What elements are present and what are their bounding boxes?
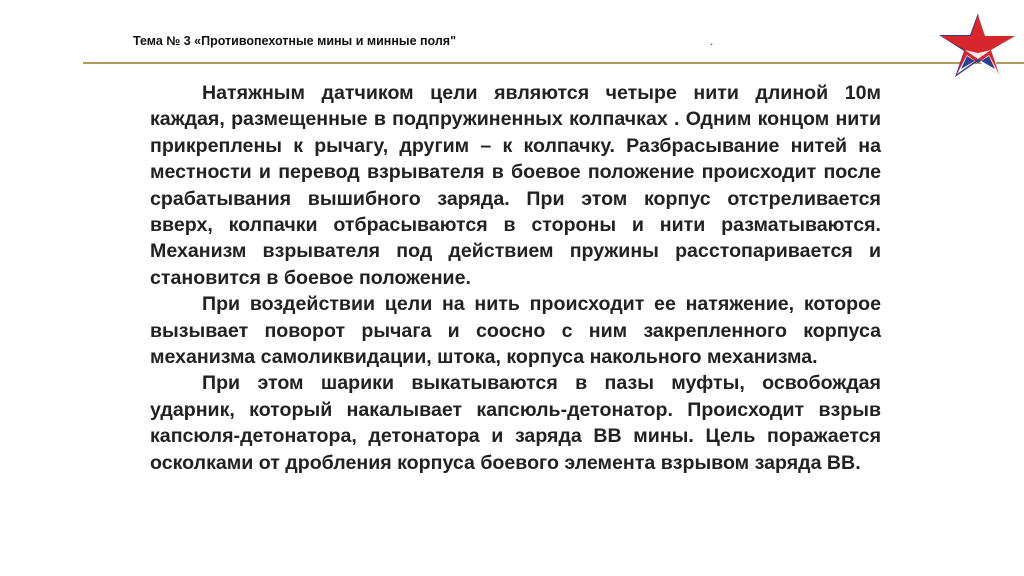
slide-body bbox=[150, 80, 881, 476]
header-dot: . bbox=[710, 34, 714, 48]
header-divider bbox=[83, 62, 1024, 64]
paragraph-2: При воздействии цели на нить происходит ее натяжение, которое вызывает поворот рычага и соосно с ним закрепленного корпуса механизма самоликвидации, штока, корпуса накольного механизма. bbox=[150, 293, 881, 369]
paragraph-1: Натяжным датчиком цели являются четыре нити длиной 10м каждая, размещенные в подпружиненных колпачках . Одним концом нити прикреплены к рычагу, другим – к колпачку. Разбрасывание нитей на местности и перевод взрывателя в боевое положение происходит после срабатывания вышибного заряда. При этом корпус отстреливается вверх, колпачки отбрасываются в стороны и нити разматываются. Механизм взрывателя под действием пружины расстопаривается и становится в боевое положение. bbox=[150, 82, 881, 289]
paragraph-3: При этом шарики выкатываются в пазы муфты, освобождая ударник, который накалывает капсюль-детонатор. Происходит взрыв капсюля-детонатора, детонатора и заряда ВВ мины. Цель поражается осколками от дробления корпуса боевого элемента взрывом заряда ВВ. bbox=[150, 372, 881, 474]
red-star-emblem-icon bbox=[937, 11, 1019, 79]
slide-title: Тема № 3 «Противопехотные мины и минные поля" bbox=[133, 34, 457, 48]
